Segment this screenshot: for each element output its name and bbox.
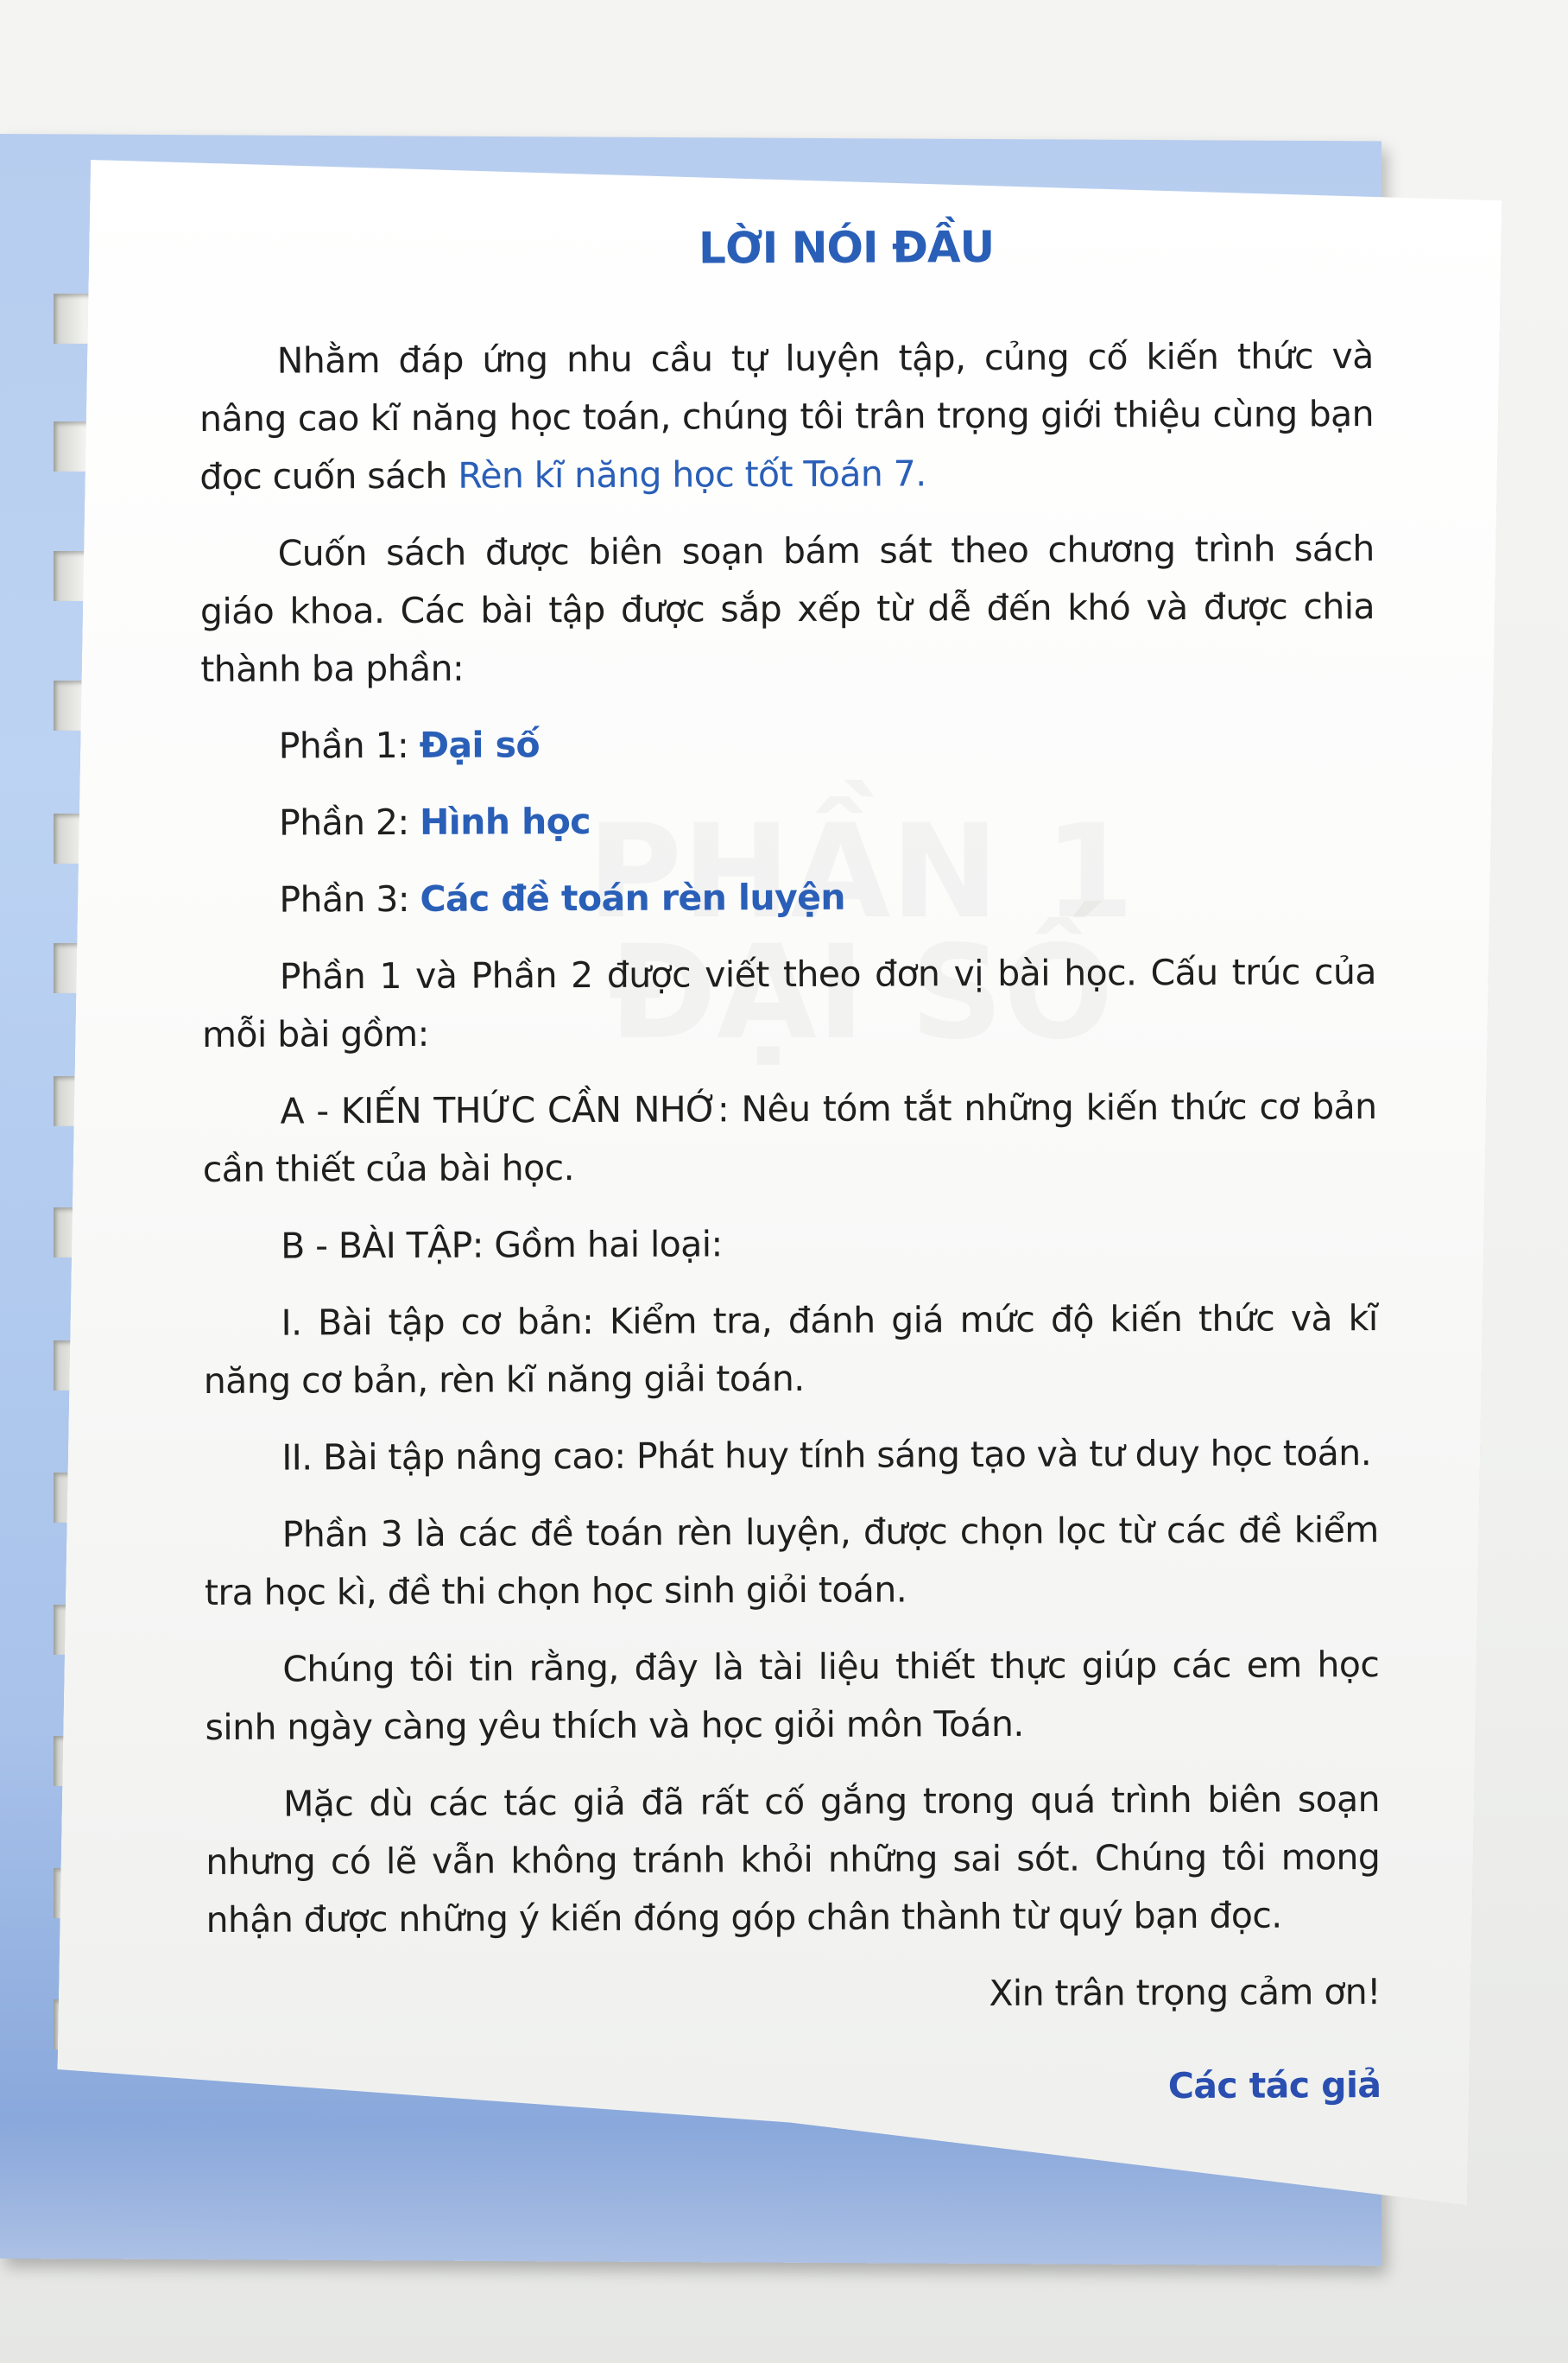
belief-paragraph: Chúng tôi tin rằng, đây là tài liệu thiết thực giúp các em học sinh ngày càng yêu thích và học giỏi môn Toán. [205, 1644, 1380, 1748]
part-name: Hình học [419, 801, 591, 843]
section-b-paragraph: B - BÀI TẬP: Gồm hai loại: [281, 1223, 723, 1267]
page-title: LỜI NÓI ĐẦU [698, 221, 995, 274]
signature: Các tác giả [1167, 2064, 1381, 2107]
intro-text: Nhằm đáp ứng nhu cầu tự luyện tập, củng cố kiến thức và nâng cao kĩ năng học toán, chúng tôi trân trọng giới thiệu cùng bạn đọc cuốn sách [199, 335, 1375, 497]
part-item-2 [279, 789, 1375, 852]
part-name: Các đề toán rèn luyện [420, 876, 846, 920]
exercise-advanced-paragraph: II. Bài tập nâng cao: Phát huy tính sáng tạo và tư duy học toán. [281, 1432, 1372, 1479]
lesson-structure-paragraph: Phần 1 và Phần 2 được viết theo đơn vị bài học. Cấu trúc của mỗi bài gồm: [202, 951, 1376, 1055]
part-item-1 [279, 713, 1375, 776]
preface-content [199, 215, 1381, 2155]
part-name: Đại số [419, 724, 541, 766]
structure-intro-paragraph: Cuốn sách được biên soạn bám sát theo chương trình sách giáo khoa. Các bài tập được sắp xếp từ dễ đến khó và được chia thành ba phần: [199, 528, 1375, 690]
part-label: Phần 3: [279, 877, 420, 921]
intro-paragraph [199, 327, 1375, 506]
apology-paragraph: Mặc dù các tác giả đã rất cố gắng trong quá trình biên soạn nhưng có lẽ vẫn không tránh khỏi những sai sót. Chúng tôi mong nhận được những ý kiến đóng góp chân thành từ quý bạn đọc. [205, 1778, 1381, 1941]
section-a-paragraph: A - KIẾN THỨC CẦN NHỚ: Nêu tóm tắt những kiến thức cơ bản cần thiết của bài học. [202, 1086, 1377, 1190]
thanks-line: Xin trân trọng cảm ơn! [989, 1971, 1381, 2015]
exercise-basic-paragraph: I. Bài tập cơ bản: Kiểm tra, đánh giá mức độ kiến thức và kĩ năng cơ bản, rèn kĩ năng giải toán. [203, 1297, 1378, 1402]
book-title: Rèn kĩ năng học tốt Toán 7. [458, 453, 926, 497]
part-label: Phần 2: [278, 801, 420, 844]
part-label: Phần 1: [278, 724, 420, 767]
part3-description-paragraph: Phần 3 là các đề toán rèn luyện, được chọn lọc từ các đề kiểm tra học kì, đề thi chọn học sinh giỏi toán. [204, 1509, 1379, 1613]
part-item-3 [279, 866, 1375, 929]
